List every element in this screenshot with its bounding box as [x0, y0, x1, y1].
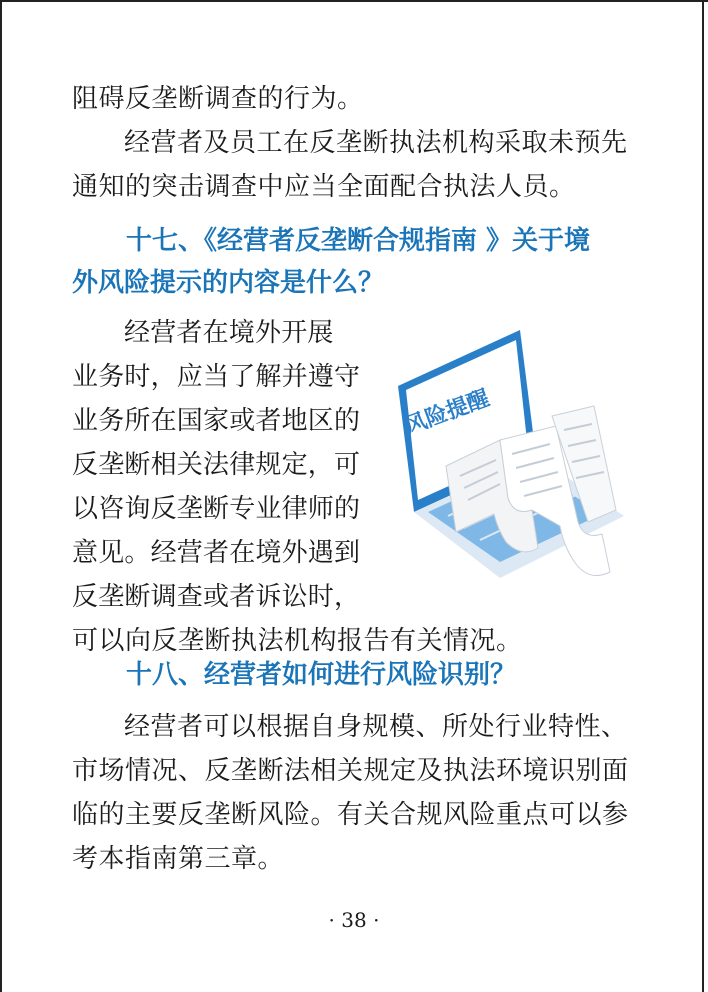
paragraph-line: 业务时，应当了解并遵守 [72, 362, 361, 392]
page-border-right [702, 0, 704, 992]
paragraph-line: 可以向反垄断执法机构报告有关情况。 [72, 626, 523, 656]
risk-warning-sign-text: 风险提醒 [401, 386, 493, 440]
page-number: · 38 · [328, 908, 380, 932]
paragraph-line: 经营者可以根据自身规模、所处行业特性、 [124, 712, 628, 742]
page-border-top [0, 0, 708, 2]
paragraph-line: 通知的突击调查中应当全面配合执法人员。 [72, 172, 576, 202]
section-heading-17: 外风险提示的内容是什么？ [72, 268, 385, 298]
paragraph-line: 以咨询反垄断专业律师的 [72, 494, 361, 524]
paragraph-line: 阻碍反垄断调查的行为。 [72, 84, 364, 114]
paragraph-line: 反垄断相关法律规定，可 [72, 450, 361, 480]
paragraph-line: 经营者及员工在反垄断执法机构采取未预先 [124, 128, 628, 158]
paragraph-line: 考本指南第三章。 [72, 844, 285, 874]
paragraph-line: 反垄断调查或者诉讼时， [72, 582, 361, 612]
page-border-left [0, 0, 2, 992]
paragraph-line: 临的主要反垄断风险。有关合规风险重点可以参 [72, 800, 629, 830]
paragraph-line: 经营者在境外开展 [124, 318, 334, 348]
paragraph-line: 意见。经营者在境外遇到 [72, 538, 361, 568]
risk-warning-illustration [388, 326, 638, 582]
section-heading-18: 十八、经营者如何进行风险识别？ [126, 660, 517, 690]
section-heading-17: 十七、《经营者反垄断合规指南 》关于境 [126, 226, 591, 256]
paragraph-line: 市场情况、反垄断法相关规定及执法环境识别面 [72, 756, 629, 786]
paragraph-line: 业务所在国家或者地区的 [72, 406, 361, 436]
